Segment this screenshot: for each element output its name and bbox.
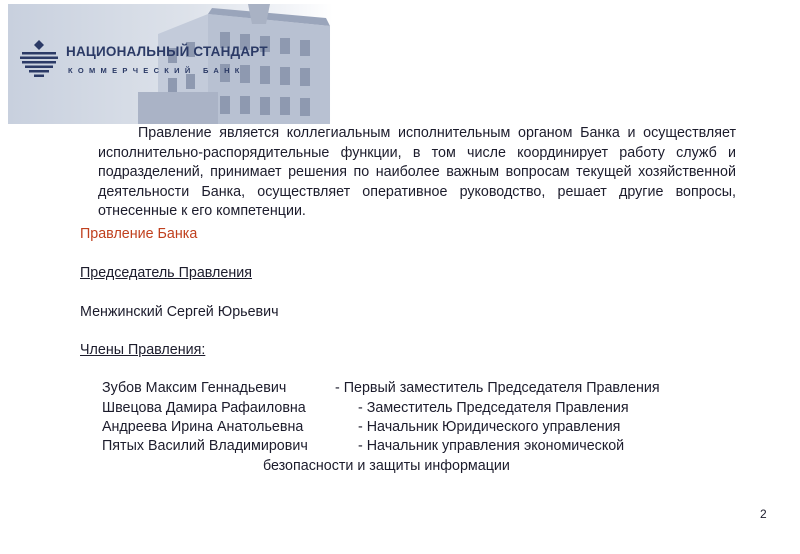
member-name: Швецова Дамира Рафаиловна bbox=[102, 400, 306, 416]
member-name: Андреева Ирина Анатольевна bbox=[102, 419, 304, 435]
members-heading: Члены Правления: bbox=[80, 342, 206, 358]
bank-logo-subtitle: КОММЕРЧЕСКИЙ БАНК bbox=[68, 66, 245, 75]
member-role-continuation: безопасности и защиты информации bbox=[263, 458, 510, 474]
chair-name: Менжинский Сергей Юрьевич bbox=[80, 304, 279, 320]
member-role: - Начальник Юридического управления bbox=[358, 419, 621, 435]
board-heading: Правление Банка bbox=[80, 226, 198, 242]
intro-paragraph: Правление является коллегиальным исполнительным органом Банка и осуществляет исполнительно-распорядительные функции, в том числе координирует работу служб и подразделений, принимает решения по наиболее важным вопросам текущей хозяйственной деятельности Банка, осуществляет оперативное руководство, решает другие вопросы, отнесенные к его компетенции. bbox=[98, 125, 736, 219]
member-role: - Заместитель Председателя Правления bbox=[358, 400, 629, 416]
bank-logo-title: НАЦИОНАЛЬНЫЙ СТАНДАРТ bbox=[66, 44, 268, 59]
page-number: 2 bbox=[760, 507, 767, 521]
header-banner bbox=[8, 4, 333, 124]
bank-logo-icon bbox=[18, 40, 60, 80]
member-name: Зубов Максим Геннадьевич bbox=[102, 380, 287, 396]
member-role: - Первый заместитель Председателя Правления bbox=[335, 380, 660, 396]
member-name: Пятых Василий Владимирович bbox=[102, 438, 308, 454]
chair-heading: Председатель Правления bbox=[80, 265, 252, 281]
member-role: - Начальник управления экономической bbox=[358, 438, 625, 454]
